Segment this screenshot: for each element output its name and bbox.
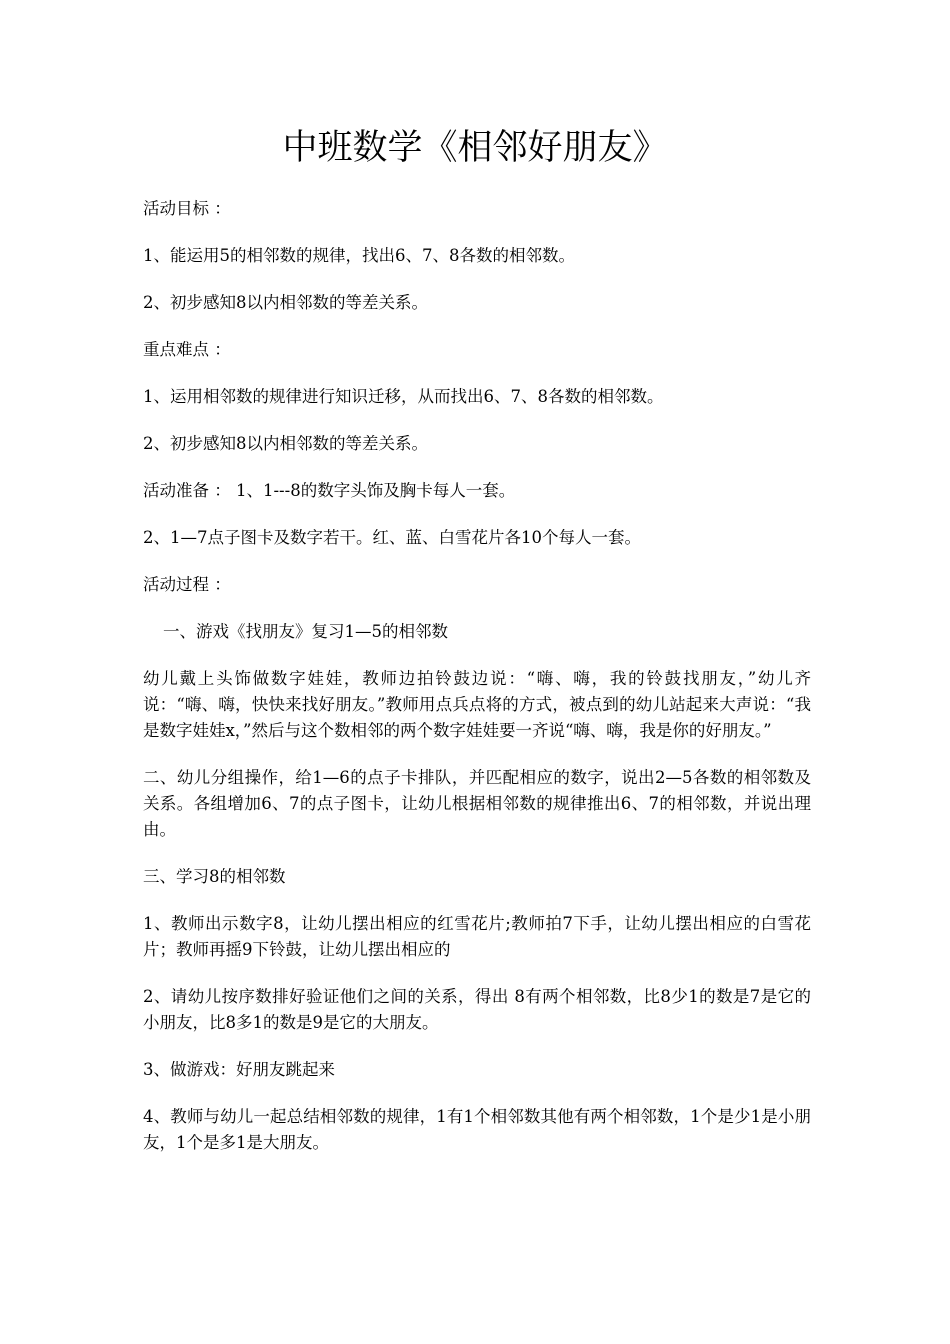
- key-point-item-2: 2、初步感知8以内相邻数的等差关系。: [143, 434, 428, 453]
- key-point-item-1: 1、运用相邻数的规律进行知识迁移，从而找出6、7、8各数的相邻数。: [143, 387, 664, 406]
- process-step-3-item-4: 4、教师与幼儿一起总结相邻数的规律，1有1个相邻数其他有两个相邻数，1个是少1是小朋友，1个是多1是大朋友。: [143, 1107, 811, 1152]
- section-heading-key-points: 重点难点 ：: [143, 340, 231, 359]
- process-step-2-text: 二、幼儿分组操作，给1—6的点子卡排队，并匹配相应的数字，说出2—5各数的相邻数及关系。各组增加6、7的点子图卡，让幼儿根据相邻数的规律推出6、7的相邻数，并说出理由。: [143, 768, 811, 839]
- process-step-3-item-2: 2、请幼儿按序数排好验证他们之间的关系，得出 8有两个相邻数，比8少1的数是7是它的小朋友，比8多1的数是9是它的大朋友。: [143, 987, 811, 1032]
- section-heading-process: 活动过程 ：: [143, 575, 231, 594]
- process-step-1-heading: 一、游戏《找朋友》复习1—5的相邻数: [163, 622, 448, 641]
- goal-item-1: 1、能运用5的相邻数的规律，找出6、7、8各数的相邻数。: [143, 246, 575, 265]
- document-body: [143, 196, 811, 1177]
- process-step-3-heading: 三、学习8的相邻数: [143, 867, 286, 886]
- process-step-1-text: 幼儿戴上头饰做数字娃娃，教师边拍铃鼓边说：“嗨、嗨，我的铃鼓找朋友，”幼儿齐说：“嗨、嗨，快快来找好朋友。”教师用点兵点将的方式，被点到的幼儿站起来大声说：“我是数字娃娃x，”然后与这个数相邻的两个数字娃娃要一齐说“嗨、嗨，我是你的好朋友。”: [143, 669, 811, 740]
- section-heading-goals: 活动目标 ：: [143, 199, 231, 218]
- preparation-item-2: 2、1—7点子图卡及数字若干。红、蓝、白雪花片各10个每人一套。: [143, 528, 641, 547]
- process-step-3-item-3: 3、做游戏：好朋友跳起来: [143, 1060, 335, 1079]
- goal-item-2: 2、初步感知8以内相邻数的等差关系。: [143, 293, 428, 312]
- page-title: 中班数学《相邻好朋友》: [282, 128, 668, 168]
- process-step-3-item-1: 1、教师出示数字8，让幼儿摆出相应的红雪花片;教师拍7下手，让幼儿摆出相应的白雪花片；教师再摇9下铃鼓，让幼儿摆出相应的: [143, 914, 811, 959]
- preparation-item-1: 活动准备 ： 1、1---8的数字头饰及胸卡每人一套。: [143, 481, 516, 500]
